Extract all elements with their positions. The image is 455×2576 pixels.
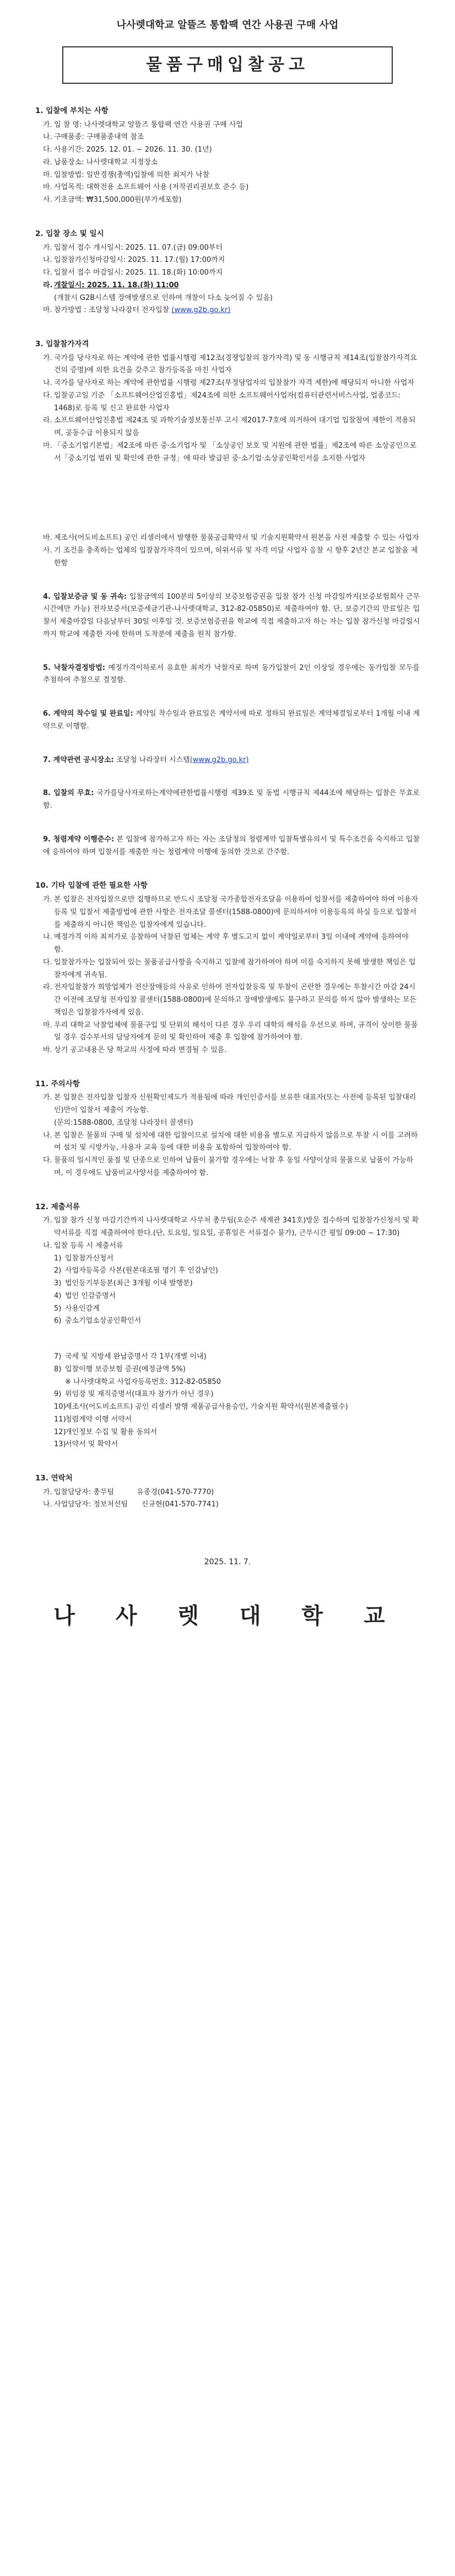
list-item: 마. 입찰방법: 일반경쟁(총액)입찰에 의한 최저가 낙찰 (43, 170, 210, 179)
university-signature: 나 사 렛 대 학 교 (53, 1602, 402, 1629)
section-title: 3. 입찰참가자격 (35, 340, 89, 348)
list-item: 가. 입찰 참가 신청 마감기간까지 나사렛대학교 사무처 총무팀(오순주 세계관 341호)방문 접수하며 입찰참가신청서 및 확약서류를 직접 제출하여야 한다.(단, 토요일, 일요일, 공휴일은 서류접수 불가), 근무시간 평일 09:00 ~ 17:30) (43, 1216, 419, 1237)
document-item: 2) 사업자등록증 사본(원본대조필 명기 후 인감날인) (54, 1266, 218, 1275)
document-item: 11) 청렴계약 이행 서약서 (54, 1415, 132, 1424)
section-title: 9. 청렴계약 이행준수: (43, 835, 115, 844)
list-item: 라. 전자입찰참가 희망업체가 전산장애등의 사유로 인하여 전자입찰등록 및 투찰이 곤란한 경우에는 투찰시간 마감 24시간 이전에 조달청 전자입찰 콜센터(1588-0800)에 문의하고 장애발생에도 불구하고 문의를 하지 않아 발생하는 모든 책임은 입찰참가자에게 있음. (43, 983, 417, 1017)
section-2 (35, 228, 420, 317)
blank-space (35, 465, 420, 531)
section-text: 계약일 착수일과 완료일은 계약서에 따로 정하되 완료일은 계약체결일로부터 1개월 이내 계약으로 이행함. (43, 710, 420, 731)
section-12 (35, 1201, 420, 1451)
list-item: 가. 본 입찰은 전자입찰으로만 집행하므로 반드시 조달청 국가종합전자조달을 이용하여 입찰서를 제출하여야 하며 이용자등록 및 입찰서 제출방법에 관한 사항은 전자조달 콜센터(1588-0800)에 문의하셔야 이용등록의 하실 등으로 입찰서를 제출하지 아니한 책임은 입찰자에게 있습니다. (43, 895, 418, 929)
section-title: 1. 입찰에 부치는 사항 (35, 106, 109, 115)
list-item-opening: 라. 개찰일시: 2025. 11. 18.(화) 11:00 (43, 281, 179, 289)
list-item: 나. 국가를 당사자로 하는 계약에 관한법률 시행령 제27조(부정당업자의 입찰참가 자격 제한)에 해당되지 아니한 사업자 (43, 379, 414, 388)
document-item: 7) 국세 및 지방세 완납증명서 각 1부(개별 이내) (54, 1353, 207, 1361)
list-item: 바. 사업목적: 대학전용 소프트웨어 사용 (저작권리권보호 준수 등) (43, 183, 249, 192)
section-10 (35, 879, 420, 1056)
list-item: 라. 납품장소: 나사렛대학교 지정장소 (43, 158, 158, 167)
project-subtitle: 나사렛대학교 알뜰즈 통합팩 연간 사용권 구매 사업 (116, 19, 339, 31)
list-item: 마. 「중소기업기본법」제2조에 따른 중·소기업자 및 「소상공인 보호 및 지원에 관한 법률」제2조에 따른 소상공인으로서「중소기업 범위 및 확인에 관한 규정」에 따라 발급된 중·소기업·소상공인확인서를 소지한 사업자 (43, 441, 417, 463)
section-3 (35, 338, 420, 570)
section-5 (35, 662, 420, 688)
document-item: 1) 입찰참가신청서 (54, 1254, 113, 1263)
document-item: 13) 서약서 및 확약서 (54, 1440, 118, 1449)
document-item: 5) 사용인감계 (54, 1304, 100, 1313)
notice-date: 2025. 11. 7. (204, 1558, 251, 1567)
section-11 (35, 1078, 420, 1180)
blank-space (35, 1328, 420, 1350)
section-title: 13. 연락처 (35, 1474, 73, 1483)
list-item-note: (개찰시 G2B시스템 장애발생으로 인하여 개찰이 다소 늦어질 수 있음) (54, 293, 273, 302)
document-item: 4) 법인 인감증명서 (54, 1291, 116, 1300)
section-text: 예정가격이하로서 유효한 최저가 낙찰자로 하며 동가입찰이 2인 이상일 경우에는 동가입찰 모두를 추첨하여 추첨으로 결정함. (43, 663, 420, 685)
section-title: 11. 주의사항 (35, 1079, 80, 1088)
document-note: ※ 나사렛대학교 사업자등록번호: 312-82-05850 (65, 1377, 221, 1386)
page-title: 물품구매입찰공고 (62, 46, 393, 84)
section-13 (35, 1472, 420, 1511)
list-item: 나. 예정가격 이하 최저가로 응찰하여 낙찰된 업체는 계약 후 별도고지 없이 계약일로부터 3일 이내에 계약에 응하여야 함. (43, 933, 409, 954)
list-item: 바. 상기 공고내용은 당 학교의 사정에 따라 변경될 수 있음. (43, 1046, 227, 1054)
list-item: 나. 본 입찰은 물품의 구매 및 설치에 대한 입찰이므로 설치에 대한 비용을 별도로 지급하지 않음으로 투찰 시 이를 고려하여 설치 및 시방가능, 사용자 교육 등에 대한 비용을 포함하여 입찰하여야 함. (43, 1131, 418, 1152)
list-item: 다. 입찰공고일 기준 「소프트웨어산업진흥법」제24조에 의한 소프트웨어사업자(컴퓨터관련서비스사업, 업종코드: 1468)로 등록 및 신고 완료한 사업자 (43, 391, 401, 412)
document-item: 9) 위임장 및 재직증명서(대표자 참가가 아닌 경우) (54, 1390, 214, 1399)
list-item: 사. 기 조건을 충족하는 업체의 입찰참가자격이 있으며, 허위서류 및 자격 미달 사업자 응찰 시 향후 2년간 본교 입찰을 제한함 (43, 546, 418, 567)
list-item: 나. 구매품종: 구매품종내역 참조 (43, 133, 144, 142)
list-item-note: (문의:1588-0800, 조달청 나라장터 콜센터) (54, 1118, 193, 1127)
section-title: 10. 기타 입찰에 관한 필요한 사항 (35, 881, 148, 890)
list-item: 나. 입찰 등록 시 제출서류 (43, 1241, 123, 1250)
list-item: 가. 입찰서 접수 개시일시: 2025. 11. 07.(금) 09:00부터 (43, 243, 223, 252)
section-title: 5. 낙찰자결정방법: (43, 663, 105, 672)
list-item: 바. 제조사(어도비소프트) 공인 리셀러에서 발행한 물품공급확약서 및 기술지원확약서 원본을 사전 제출할 수 있는 사업자 (43, 534, 419, 543)
g2b-link[interactable]: (www.g2b.go.kr) (189, 755, 249, 764)
section-title: 2. 입찰 장소 및 일시 (35, 229, 104, 238)
list-item: 마. 우리 대학교 낙찰업체에 물품구입 및 단위의 해석이 다른 경우 우리 대학의 해석을 우선으로 하며, 규격이 상이한 물품일 경우 검수부서의 담당자에게 문의 및 확인하여 제출 후 입찰에 참가하여야 함. (43, 1021, 418, 1042)
list-item: 라. 소프트웨어산업진흥법 제24조 및 과학기술정보통신부 고시 제2017-7호에 의거하여 대기업 입찰참여 제한이 적용되며, 공동수급 이용되지 않음 (43, 416, 416, 438)
section-9 (35, 834, 420, 859)
list-item: 사. 기초금액: ₩31,500,000원(부가세포함) (43, 196, 182, 205)
list-item: 다. 사용기간: 2025. 12. 01. ~ 2026. 11. 30. (1년) (43, 146, 212, 154)
section-title: 6. 계약의 착수일 및 완료일: (43, 710, 133, 718)
section-text: 국가를당사자로하는계약에관한법률시행령 제39조 및 동법 시행규칙 제44조에 해당하는 입찰은 무효로 함. (43, 789, 420, 811)
list-item: 가. 입 찰 명: 나사렛대학교 알뜰즈 통합팩 연간 사용권 구매 사업 (43, 120, 243, 129)
section-title: 7. 계약관련 공시장소: (43, 755, 114, 764)
list-item: 다. 입찰서 접수 마감일시: 2025. 11. 18.(화) 10:00까지 (43, 269, 223, 277)
list-item: 다. 물품의 일시적인 품절 및 단종으로 인하여 납품이 불가할 경우에는 낙찰 후 동일 사양이상의 물품으로 납품이 가능하며, 이 경우에도 납품비교사양서를 제출하여야 함. (43, 1156, 414, 1177)
section-1 (35, 105, 420, 207)
section-title: 8. 입찰의 무효: (43, 789, 94, 798)
section-text: 입찰금액의 100분의 5이상의 보증보험증권을 입찰 참가 신청 마감일까지(보증보험회사 근무시간에만 가능) 전자보증서(보증세금기관-나사렛대학교, 312-82-05850)로 제출하여야 함. 단, 보증기간의 만료일은 입찰서 제출마감일 다음날부터 30일 이후일 것. 보증보험증권을 학교에 직접 제출하고자 하는 자는 입찰 참가신청 마감일시까지 학교에 제출한 자에 한하며 도착분에 제출을 원칙 참가함. (43, 592, 420, 638)
section-title: 4. 입찰보증금 및 동 귀속: (43, 592, 127, 601)
document-item: 10) 제조사(어도비소프트) 공인 리셀러 발행 제품공급사용승인, 기술지원 확약서(원본제출필수) (54, 1403, 348, 1411)
document-item: 12) 개인정보 수집 및 활용 동의서 (54, 1427, 158, 1436)
section-text: 조달청 나라장터 시스템 (116, 755, 190, 764)
document-item: 6) 중소기업소상공인확인서 (54, 1317, 142, 1325)
list-item: 가. 본 입찰은 전자입찰 입찰자 신원확인제도가 적용됨에 따라 개인인증서를 보유한 대표자(또는 사전에 등록된 입찰대리인)만이 입찰서 제출이 가능함. (43, 1093, 416, 1115)
section-6 (35, 708, 420, 733)
list-item: 가. 국가를 당사자로 하는 계약에 관한 법률시행령 제12조(경쟁입찰의 참가자격) 및 동 시행규칙 제14조(입찰참가자격요건의 증명)에 의한 요건을 갖추고 참가등록을 마친 사업자 (43, 353, 417, 375)
contact-item: 나. 사업담당자: 정보처선팀 신규현(041-570-7741) (43, 1500, 219, 1509)
section-text: 본 입찰에 참가하고자 하는 자는 조달청의 청렴계약 입찰특별유의서 및 특수조건을 숙지하고 입찰에 응하여야 하며 입찰서를 제출한 자는 청렴계약 이행에 동의한 것으로 간주함. (43, 835, 420, 856)
section-1-items (35, 119, 420, 207)
section-title: 12. 제출서류 (35, 1202, 80, 1211)
list-item: 다. 입찰참가자는 입찰되어 있는 물품공급사항을 숙지하고 입찰에 참가하여야 하며 이를 숙지하지 못해 발생한 책임은 입찰자에게 귀속됨. (43, 958, 416, 979)
g2b-link[interactable]: (www.g2b.go.kr) (171, 306, 231, 315)
document-item: 8) 입찰이행 보증보험 증권(예정금액 5%) (54, 1365, 186, 1373)
section-8 (35, 787, 420, 813)
list-item: 나. 입찰참가신청마감일시: 2025. 11. 17.(월) 17:00까지 (43, 256, 225, 265)
document-item: 3) 법인등기부등본(최근 3개월 이내 발행분) (54, 1279, 193, 1287)
section-4 (35, 591, 420, 641)
contact-item: 가. 입찰담당자: 총무팀 유종경(041-570-7770) (43, 1488, 214, 1496)
section-7 (35, 754, 420, 767)
list-item: 마. 참가방법 : 조달청 나라장터 전자입찰 (www.g2b.go.kr) (43, 306, 231, 315)
